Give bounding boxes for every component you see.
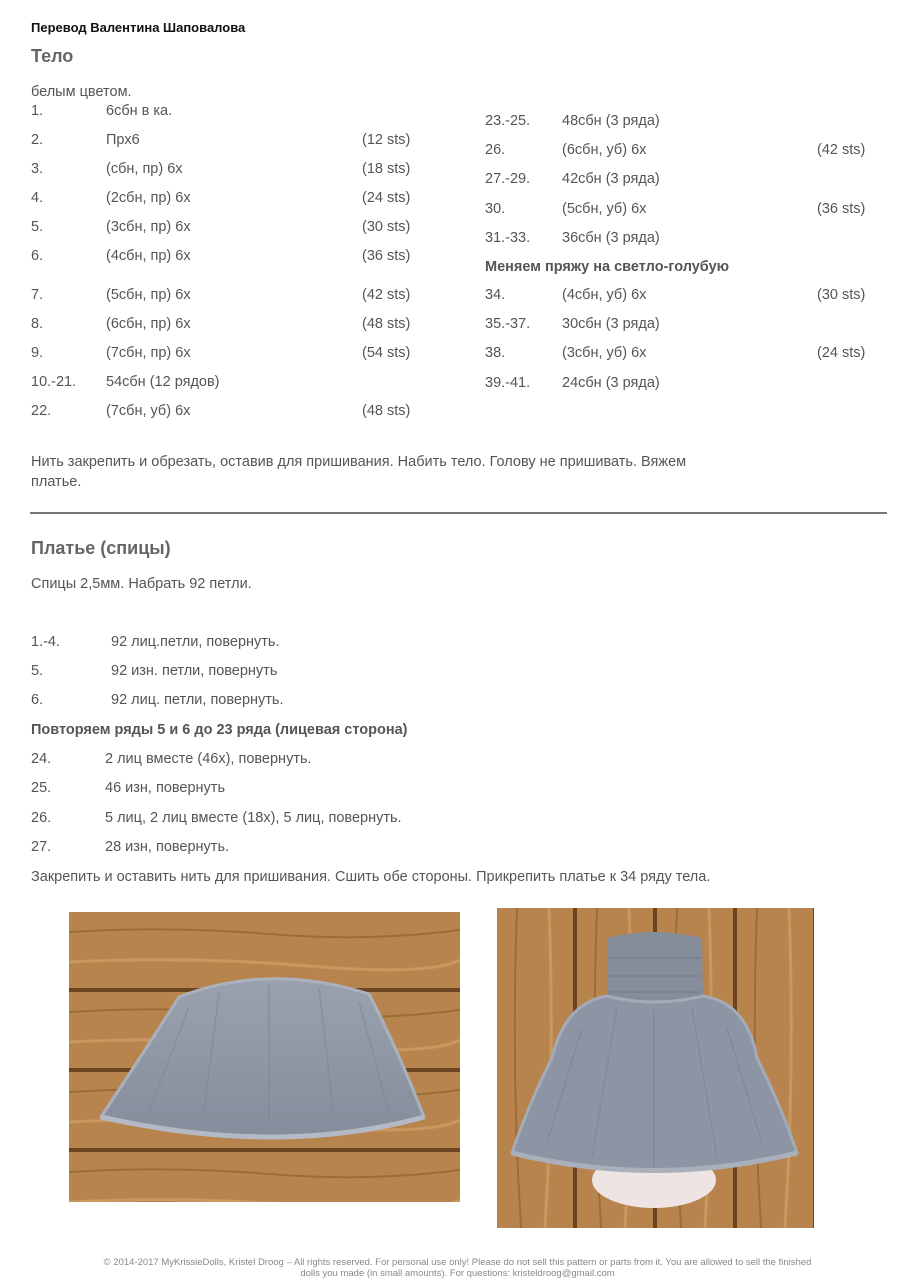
pattern-row	[485, 171, 915, 191]
row-number: 26.	[31, 809, 52, 826]
pattern-row	[31, 287, 471, 307]
row-number: 24.	[31, 751, 52, 767]
body-intro: белым цветом.	[31, 84, 132, 100]
translator-credit: Перевод Валентина Шаповалова	[31, 20, 246, 35]
dress-on-doll-photo	[497, 908, 814, 1228]
pattern-row	[31, 345, 471, 365]
row-instruction: (2сбн, пр) 6х	[106, 190, 191, 206]
pattern-row	[485, 230, 915, 250]
row-number: 27.	[31, 838, 52, 855]
row-instruction: (4сбн, уб) 6х	[562, 287, 647, 303]
row-number: 5.	[31, 663, 44, 679]
row-instruction: 36сбн (3 ряда)	[562, 229, 660, 246]
row-stitch-count: (12 sts)	[362, 132, 411, 148]
skirt-flat-photo	[69, 912, 460, 1202]
dress-intro: Спицы 2,5мм. Набрать 92 петли.	[31, 576, 252, 592]
pattern-row	[485, 345, 915, 365]
row-stitch-count: (42 sts)	[817, 142, 866, 159]
pattern-row	[485, 142, 915, 162]
pattern-row	[31, 810, 471, 830]
row-number: 10.-21.	[31, 374, 77, 390]
copyright-footer	[40, 1257, 875, 1279]
row-instruction: Прх6	[106, 132, 140, 148]
row-instruction: (7сбн, уб) 6х	[106, 403, 191, 419]
pattern-row	[31, 219, 471, 239]
body-section-title: Тело	[31, 46, 74, 66]
pattern-row	[485, 375, 915, 395]
row-number: 26.	[485, 142, 506, 159]
pattern-row	[485, 113, 915, 133]
footer-line2: dolls you made (in small amounts). For questions: kristeldroog@gmail.com	[300, 1268, 615, 1279]
row-instruction: (5сбн, уб) 6х	[562, 200, 647, 217]
row-stitch-count: (24 sts)	[362, 190, 411, 206]
pattern-row	[485, 316, 915, 336]
row-number: 38.	[485, 345, 506, 362]
row-stitch-count: (42 sts)	[362, 287, 411, 303]
pattern-row	[31, 692, 471, 712]
row-instruction: (сбн, пр) 6х	[106, 161, 183, 177]
pattern-row	[31, 780, 471, 800]
dress-finish: Закрепить и оставить нить для пришивания. Сшить обе стороны. Прикрепить платье к 34 ряду тела.	[31, 869, 711, 885]
row-stitch-count: (36 sts)	[817, 200, 866, 217]
row-number: 35.-37.	[485, 316, 531, 333]
row-instruction: 48сбн (3 ряда)	[562, 113, 660, 129]
row-number: 1.	[31, 103, 44, 119]
row-number: 25.	[31, 780, 52, 797]
row-number: 34.	[485, 287, 506, 303]
pattern-row	[485, 287, 915, 307]
row-number: 1.-4.	[31, 634, 61, 650]
pattern-row	[31, 248, 471, 268]
row-number: 31.-33.	[485, 229, 531, 246]
row-instruction: 28 изн, повернуть.	[105, 838, 230, 855]
row-number: 6.	[31, 248, 44, 264]
row-number: 22.	[31, 403, 52, 419]
pattern-row	[31, 190, 471, 210]
row-instruction: (7сбн, пр) 6х	[106, 345, 191, 361]
row-instruction: 54сбн (12 рядов)	[106, 374, 220, 390]
row-instruction: 92 лиц. петли, повернуть.	[111, 692, 284, 708]
row-number: 2.	[31, 132, 44, 148]
row-number: 5.	[31, 219, 44, 235]
row-number: 27.-29.	[485, 171, 531, 188]
footer-line1: © 2014-2017 MyKrissieDolls, Kristel Droog – All rights reserved. For personal use only! Please do not sell this pattern or parts from it. You are allowed to sell the finished	[103, 1257, 812, 1268]
row-number: 4.	[31, 190, 44, 206]
row-instruction: (6сбн, пр) 6х	[106, 316, 191, 332]
row-number: 7.	[31, 287, 44, 303]
row-instruction: 92 изн. петли, повернуть	[111, 663, 278, 679]
dress-section-title: Платье (спицы)	[31, 538, 171, 558]
pattern-row	[31, 663, 471, 683]
row-instruction: 6сбн в ка.	[106, 103, 173, 119]
row-stitch-count: (24 sts)	[817, 345, 866, 362]
pattern-row	[31, 374, 471, 394]
row-instruction: 30сбн (3 ряда)	[562, 316, 660, 333]
pattern-row	[31, 403, 471, 423]
row-instruction: (3сбн, уб) 6х	[562, 345, 647, 362]
row-instruction: 42сбн (3 ряда)	[562, 171, 660, 188]
row-number: 30.	[485, 200, 506, 217]
row-instruction: 92 лиц.петли, повернуть.	[111, 634, 280, 650]
body-finish-line2: платье.	[31, 474, 82, 490]
row-number: 39.-41.	[485, 374, 531, 391]
pattern-row	[485, 201, 915, 221]
row-instruction: 24сбн (3 ряда)	[562, 374, 660, 391]
pattern-row	[31, 839, 471, 859]
pattern-row	[31, 751, 471, 771]
row-stitch-count: (48 sts)	[362, 403, 411, 419]
row-instruction: (6сбн, уб) 6х	[562, 142, 647, 159]
pattern-row	[31, 316, 471, 336]
row-number: 8.	[31, 316, 44, 332]
row-instruction: 46 изн, повернуть	[105, 780, 226, 797]
pattern-row	[31, 103, 471, 123]
row-instruction: (3сбн, пр) 6х	[106, 219, 191, 235]
row-number: 3.	[31, 161, 44, 177]
row-instruction: (4сбн, пр) 6х	[106, 248, 191, 264]
color-change-note: Меняем пряжу на светло-голубую	[485, 259, 730, 275]
row-stitch-count: (18 sts)	[362, 161, 411, 177]
row-number: 23.-25.	[485, 113, 531, 129]
row-stitch-count: (30 sts)	[362, 219, 411, 235]
row-instruction: (5сбн, пр) 6х	[106, 287, 191, 303]
row-number: 9.	[31, 345, 44, 361]
row-stitch-count: (30 sts)	[817, 287, 866, 303]
row-stitch-count: (54 sts)	[362, 345, 411, 361]
pattern-row	[31, 132, 471, 152]
pattern-row	[31, 161, 471, 181]
body-finish-line1: Нить закрепить и обрезать, оставив для пришивания. Набить тело. Голову не пришивать. Вяжем	[31, 454, 687, 470]
row-instruction: 5 лиц, 2 лиц вместе (18х), 5 лиц, повернуть.	[105, 809, 402, 826]
row-stitch-count: (36 sts)	[362, 248, 411, 264]
row-instruction: 2 лиц вместе (46х), повернуть.	[105, 751, 312, 767]
section-divider	[30, 512, 887, 514]
repeat-note: Повторяем ряды 5 и 6 до 23 ряда (лицевая сторона)	[31, 722, 408, 738]
pattern-row	[31, 634, 471, 654]
row-stitch-count: (48 sts)	[362, 316, 411, 332]
row-number: 6.	[31, 692, 44, 708]
